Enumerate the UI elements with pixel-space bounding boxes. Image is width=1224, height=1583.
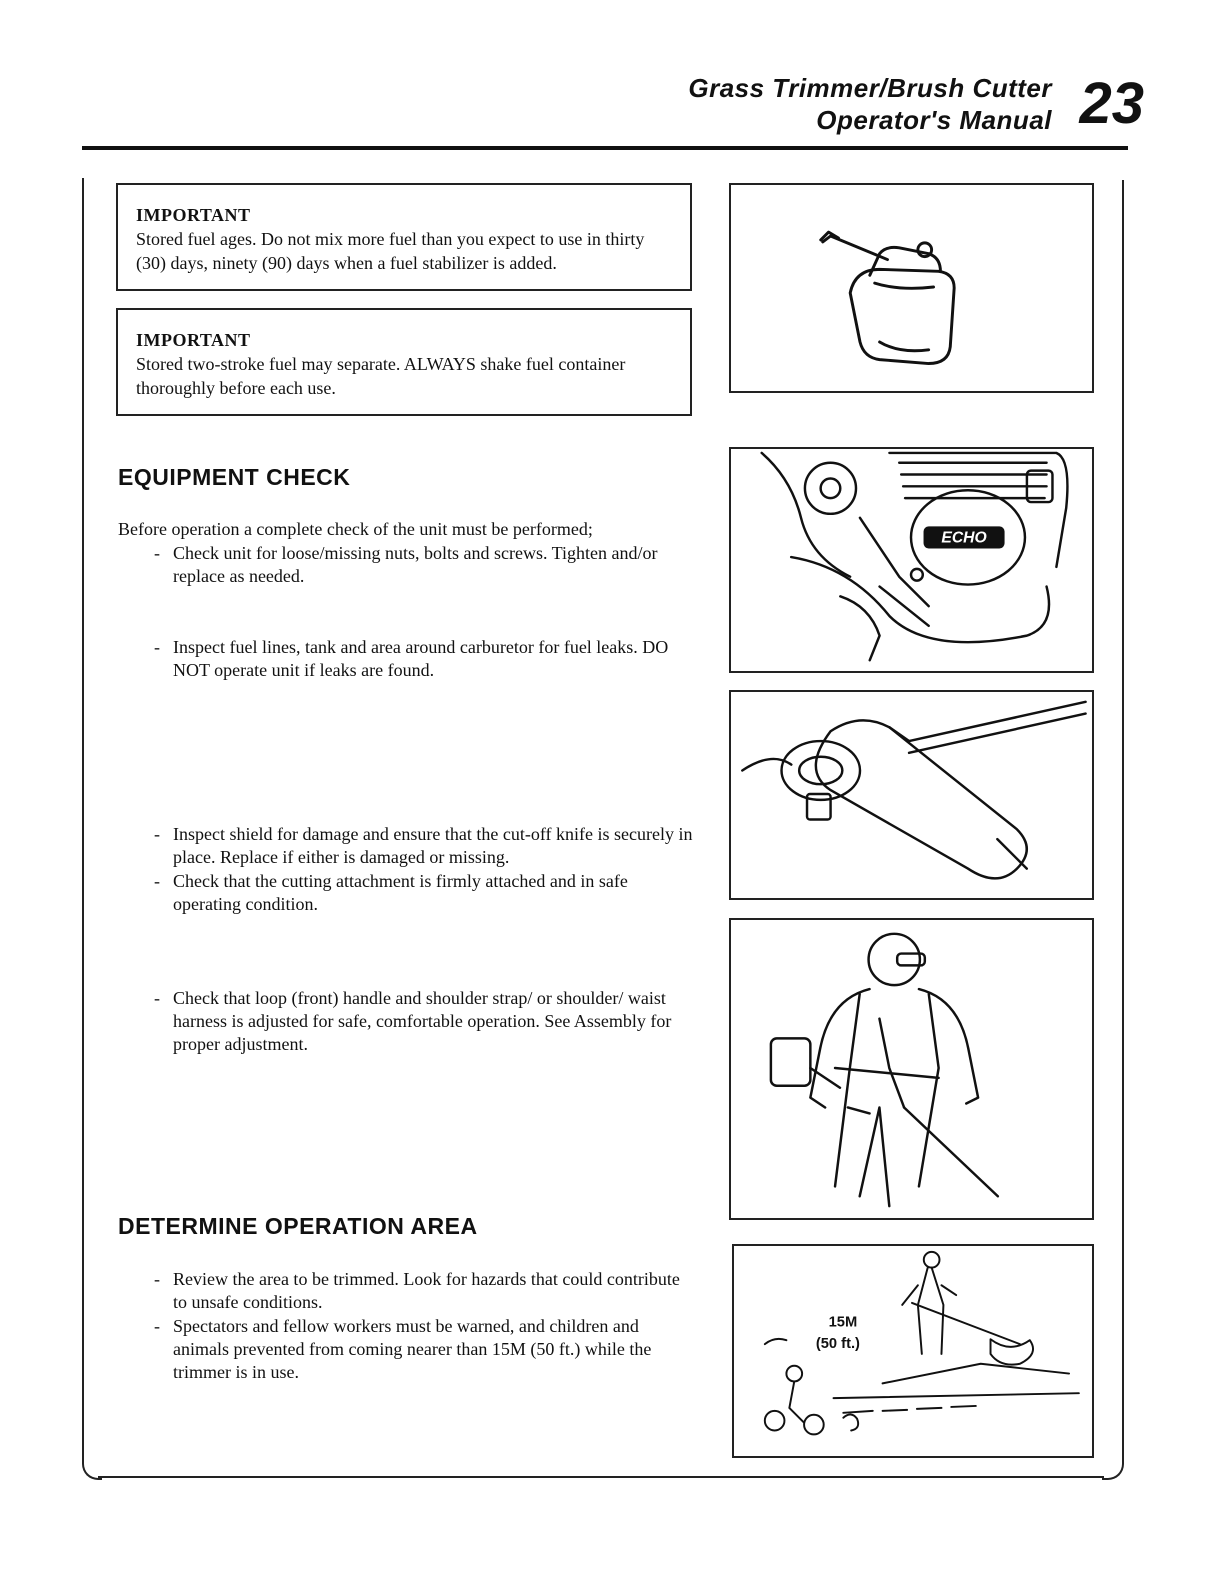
list-item-text: Review the area to be trimmed. Look for hazards that could contribute to unsafe conditions. <box>173 1269 680 1312</box>
bullet-dash: - <box>154 1269 160 1289</box>
list-item-text: Check that the cutting attachment is firmly attached and in safe operating condition. <box>173 871 628 914</box>
list-item <box>154 823 694 869</box>
distance-label-metric: 15M <box>828 1314 858 1331</box>
note-text: Stored two-stroke fuel may separate. ALWAYS shake fuel container thoroughly before each use. <box>136 354 626 398</box>
page-frame-bottom <box>98 1476 1104 1478</box>
note-heading: IMPORTANT <box>136 205 251 225</box>
manual-title-line1: Grass Trimmer/Brush Cutter <box>688 73 1052 103</box>
operation-area-distance-illustration <box>732 1244 1094 1458</box>
engine-icon <box>731 449 1092 671</box>
note-text: Stored fuel ages. Do not mix more fuel than you expect to use in thirty (30) days, ninety (90) days when a fuel stabilizer is added. <box>136 229 645 273</box>
list-item <box>154 1268 694 1314</box>
manual-title-line2: Operator's Manual <box>816 105 1052 135</box>
header-rule <box>82 146 1128 150</box>
list-item <box>154 636 694 682</box>
engine-carburetor-illustration <box>729 447 1094 673</box>
equipment-check-heading: EQUIPMENT CHECK <box>118 464 351 490</box>
bullet-dash: - <box>154 637 160 657</box>
note-heading: IMPORTANT <box>136 330 251 350</box>
bullet-dash: - <box>154 1316 160 1336</box>
page-frame-right <box>1102 180 1124 1480</box>
page-frame-left <box>82 178 102 1480</box>
operator-harness-illustration <box>729 918 1094 1220</box>
bullet-dash: - <box>154 988 160 1008</box>
trimmer-head-icon <box>731 692 1092 898</box>
fuel-can-illustration <box>729 183 1094 393</box>
distance-label-imperial: (50 ft.) <box>815 1336 860 1353</box>
bullet-dash: - <box>154 871 160 891</box>
list-item-text: Inspect fuel lines, tank and area around carburetor for fuel leaks. DO NOT operate unit if leaks are found. <box>173 637 669 680</box>
important-note-fuel-age <box>116 183 692 291</box>
safety-distance-icon <box>734 1246 1092 1456</box>
page-number: 23 <box>1079 71 1144 136</box>
list-item <box>154 542 694 588</box>
list-item <box>154 1315 694 1384</box>
engine-brand-label: ECHO <box>941 529 987 547</box>
list-item-text: Inspect shield for damage and ensure that the cut-off knife is securely in place. Replace if either is damaged or missing. <box>173 824 693 867</box>
operator-icon <box>731 920 1092 1218</box>
list-item-text: Spectators and fellow workers must be warned, and children and animals prevented from coming nearer than 15M (50 ft.) while the trimmer is in use. <box>173 1316 652 1382</box>
list-item-text: Check that loop (front) handle and shoulder strap/ or shoulder/ waist harness is adjusted for safe, comfortable operation. See Assembly for proper adjustment. <box>173 988 672 1054</box>
manual-title <box>688 72 1052 136</box>
bullet-dash: - <box>154 824 160 844</box>
fuel-can-icon <box>731 185 1092 391</box>
bullet-dash: - <box>154 543 160 563</box>
trimmer-shield-illustration <box>729 690 1094 900</box>
important-note-fuel-separation <box>116 308 692 416</box>
list-item-text: Check unit for loose/missing nuts, bolts and screws. Tighten and/or replace as needed. <box>173 543 658 586</box>
equipment-check-intro: Before operation a complete check of the unit must be performed; <box>118 519 593 539</box>
list-item <box>154 987 694 1056</box>
operation-area-heading: DETERMINE OPERATION AREA <box>118 1213 478 1239</box>
list-item <box>154 870 694 916</box>
